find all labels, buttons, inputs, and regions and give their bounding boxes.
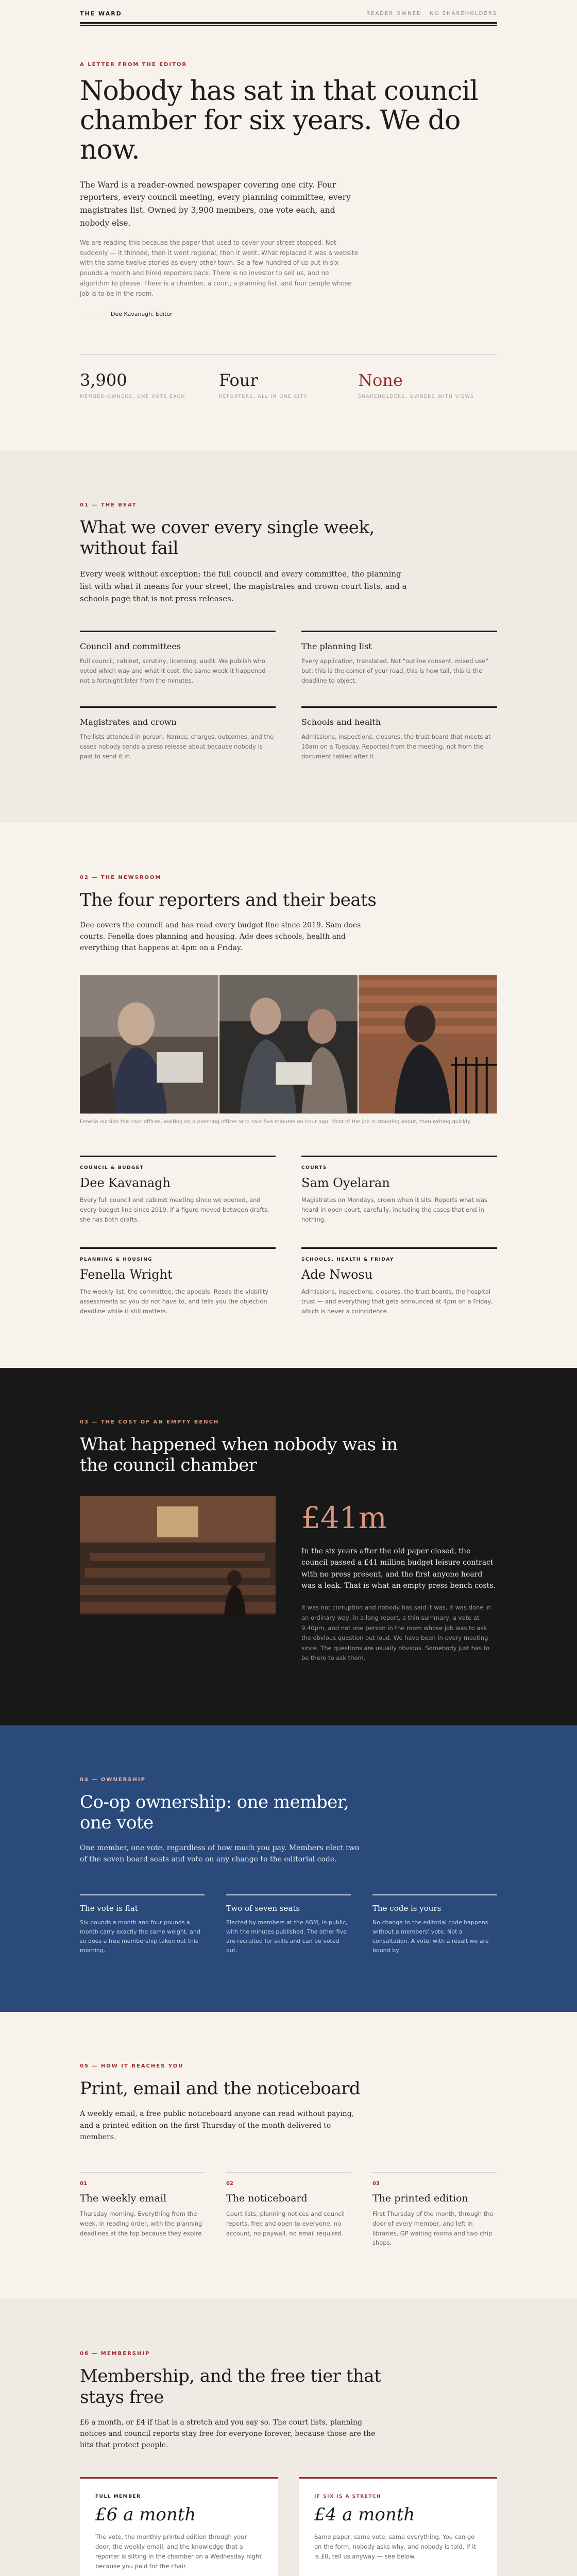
card-number: 02 — [226, 2180, 233, 2187]
card-title: Two of seven seats — [226, 1903, 300, 1913]
plan-price: £6 a month — [95, 2504, 196, 2525]
card-body: No change to the editorial code happens without a members' vote. Not a consultation. A vote, with a result we are bound by. — [372, 1919, 489, 1954]
photo-reporter-2 — [219, 975, 358, 1114]
section-kicker: 02 — THE NEWSROOM — [80, 874, 162, 880]
signature-text: Dee Kavanagh, Editor — [111, 310, 173, 317]
beat-card — [80, 706, 276, 761]
section-beat — [0, 451, 577, 823]
plan-price: £4 a month — [314, 2504, 415, 2525]
reporter-bio: The weekly list, the committee, the appeals. Reads the viability assessments so you do not have to, and tells you the objection deadline while it still matters. — [80, 1287, 269, 1315]
reporter-card — [80, 1156, 276, 1225]
plan-body: Same paper, same vote, same everything. You can go on the form, nobody asks why, and nobody is told. If it is £0, tell us anyway — see below. — [314, 2533, 476, 2560]
section-title: Co-op ownership: one member, one vote — [80, 1791, 349, 1833]
reporter-card — [301, 1156, 497, 1225]
section-kicker: 05 — HOW IT REACHES YOU — [80, 2063, 184, 2070]
stat-label: REPORTERS, ALL IN ONE CITY — [219, 394, 308, 399]
print-card — [226, 2172, 351, 2248]
stat-label: SHAREHOLDERS, OWNERS WITH VIEWS — [358, 394, 474, 399]
card-body: Thursday morning. Everything from the week, in reading order, with the planning deadlines at the top because they expire. — [80, 2210, 203, 2237]
section-lede: One member, one vote, regardless of how much you pay. Members elect two of the seven board seats and vote on any change to the editorial code. — [80, 1843, 360, 1864]
card-body: Elected by members at the AGM, in public, with the minutes published. The other five are recruited for skills and can be voted out. — [226, 1919, 348, 1954]
reporter-name: Ade Nwosu — [301, 1267, 373, 1282]
reporter-card — [80, 1247, 276, 1316]
reporter-name: Fenella Wright — [80, 1267, 173, 1282]
section-title: The four reporters and their beats — [80, 889, 377, 910]
card-body: Every application, translated. Not "outline consent, mixed use" but: this is the corner of your road, this is how tall, this is the deadline to object. — [301, 657, 488, 684]
print-cards — [80, 2172, 497, 2248]
coop-cards — [80, 1894, 497, 1956]
photo-caption: Fenella outside the civic offices, waiting on a planning officer who said five minutes an hour ago. Most of the job is standing about, then writing quickly. — [80, 1118, 471, 1125]
hero — [80, 26, 497, 317]
chamber-content — [80, 1496, 497, 1664]
chamber-lede: In the six years after the old paper closed, the council passed a £41 million budget leisure contract with no press present, and the first anyone heard was a leak. That is what an empty press bench costs. — [301, 1547, 496, 1590]
beat-cards — [80, 631, 497, 761]
card-title: The code is yours — [372, 1903, 442, 1913]
stat-number: 3,900 — [80, 370, 127, 390]
reporter-photos — [80, 975, 497, 1114]
stats-row — [80, 354, 497, 399]
hero-body: We are reading this because the paper that used to cover your street stopped. Not suddenly — it thinned, then it went regional, then it went. What replaced it was a website with the same twelve stories as every other town. So a few hundred of us put in six pounds a month and hired reporters back. There is no investor to sell us, and no algorithm to please. There is a chamber, a court, a planning list, and four people whose job is to be in the room. — [80, 239, 358, 297]
section-title: What happened when nobody was in the council chamber — [80, 1434, 398, 1476]
section-newsroom — [0, 823, 577, 1368]
chamber-body: It was not corruption and nobody has said it was. It was done in an ordinary way, in a long report, a thin summary, a vote at 9.40pm, and not one person in the room whose job was to ask the obvious question out loud. We have been in every meeting since. The questions are usually obvious. Somebody just has to be there to ask them. — [301, 1604, 491, 1662]
page-title: Nobody has sat in that council chamber for six years. We do now. — [80, 76, 478, 166]
section-membership — [0, 2299, 577, 2576]
card-title: The noticeboard — [226, 2192, 308, 2204]
reporter-name: Sam Oyelaran — [301, 1175, 390, 1190]
coop-card — [80, 1894, 205, 1956]
card-title: The printed edition — [372, 2192, 468, 2204]
photo-council-chamber — [80, 1496, 276, 1615]
reporter-list — [80, 1156, 497, 1316]
reporter-role: PLANNING & HOUSING — [80, 1257, 152, 1262]
plan-card-reduced[interactable] — [299, 2477, 497, 2576]
card-body: Court lists, planning notices and council reports, free and open to everyone, no account, no paywall, no email required. — [226, 2210, 345, 2237]
reporter-bio: Magistrates on Mondays, crown when it sits. Reports what was heard in open court, carefully, including the cases that end in nothing. — [301, 1196, 488, 1223]
reporter-card — [301, 1247, 497, 1316]
section-title: Membership, and the free tier that stays free — [80, 2366, 381, 2408]
reporter-name: Dee Kavanagh — [80, 1175, 171, 1190]
print-card — [80, 2172, 205, 2248]
reporter-bio: Admissions, inspections, closures, the trust boards, the hospital trust — and everything that gets announced at 4pm on a Friday, which is never a coincidence. — [301, 1287, 493, 1315]
coop-card — [226, 1894, 351, 1956]
section-coop — [0, 1725, 577, 2012]
card-body: Admissions, inspections, closures, the trust board that meets at 10am on a Tuesday. Reported from the meeting, not from the document tabled after it. — [301, 733, 491, 760]
card-body: Six pounds a month and four pounds a month carry exactly the same weight, and so does a free membership taken out this morning. — [80, 1919, 200, 1954]
plan-body: The vote, the monthly printed edition through your door, the weekly email, and the knowledge that a reporter is sitting in the chamber on a Wednesday night because you paid for the chair. — [95, 2533, 262, 2570]
section-kicker: 03 — THE COST OF AN EMPTY BENCH — [80, 1419, 219, 1425]
hero-kicker: A LETTER FROM THE EDITOR — [80, 62, 188, 67]
section-print — [0, 2012, 577, 2299]
card-title: The weekly email — [80, 2192, 167, 2204]
plan-tag: IF SIX IS A STRETCH — [314, 2494, 382, 2499]
masthead — [80, 0, 497, 26]
stat-shareholders — [358, 355, 497, 399]
card-body: Full council, cabinet, scrutiny, licensing, audit. We publish who voted which way and what it cost, the same week it happened — not a fortnight later from the minutes. — [80, 657, 274, 684]
stat-members — [80, 355, 219, 399]
card-body: First Thursday of the month, through the door of every member, and left in libraries, GP waiting rooms and two chip shops. — [372, 2210, 494, 2247]
reporter-role: COURTS — [301, 1165, 327, 1171]
section-kicker: 04 — OWNERSHIP — [80, 1776, 146, 1783]
signature — [80, 311, 497, 317]
section-lede: Dee covers the council and has read every budget line since 2019. Sam does courts. Fenella does planning and housing. Ade does schools, health and everything that happens at 4pm on a Friday. — [80, 921, 361, 953]
section-kicker: 06 — MEMBERSHIP — [80, 2351, 150, 2357]
section-chamber — [0, 1368, 577, 1725]
plan-list — [80, 2477, 497, 2576]
brand-logo[interactable]: THE WARD — [80, 10, 122, 17]
plan-card-full[interactable] — [80, 2477, 278, 2576]
beat-card — [301, 706, 497, 761]
photo-reporter-1 — [80, 975, 218, 1114]
stat-label: MEMBER-OWNERS, ONE VOTE EACH — [80, 394, 185, 399]
beat-card — [301, 631, 497, 686]
big-figure: £41m — [301, 1500, 387, 1535]
stat-number: Four — [219, 370, 258, 390]
stat-reporters — [219, 355, 358, 399]
beat-card — [80, 631, 276, 686]
reporter-bio: Every full council and cabinet meeting since we opened, and every budget line since 2019. If a figure moved between drafts, she has both drafts. — [80, 1196, 269, 1223]
section-title: What we cover every single week, without fail — [80, 517, 375, 558]
card-number: 01 — [80, 2180, 87, 2187]
section-title: Print, email and the noticeboard — [80, 2078, 361, 2099]
card-title: Magistrates and crown — [80, 717, 177, 727]
section-kicker: 01 — THE BEAT — [80, 502, 137, 508]
card-title: Schools and health — [301, 717, 381, 727]
print-card — [372, 2172, 497, 2248]
plan-tag: FULL MEMBER — [95, 2494, 141, 2499]
issue-tag: READER OWNED · NO SHAREHOLDERS — [366, 11, 497, 16]
card-title: Council and committees — [80, 641, 181, 651]
section-lede: £6 a month, or £4 if that is a stretch and you say so. The court lists, planning notices and council reports stay free for everyone forever, because those are the bits that protect people. — [80, 2418, 376, 2450]
coop-card — [372, 1894, 497, 1956]
card-title: The vote is flat — [80, 1903, 138, 1913]
reporter-role: COUNCIL & BUDGET — [80, 1165, 144, 1171]
card-number: 03 — [372, 2180, 380, 2187]
card-body: The lists attended in person. Names, charges, outcomes, and the cases nobody sends a press release about because nobody is paid to send it in. — [80, 733, 274, 760]
hero-lede: The Ward is a reader-owned newspaper covering one city. Four reporters, every council meeting, every planning committee, every magistrates list. Owned by 3,900 members, one vote each, and nobody else. — [80, 180, 351, 228]
chamber-text — [301, 1496, 497, 1664]
photo-reporter-3 — [359, 975, 497, 1114]
reporter-role: SCHOOLS, HEALTH & FRIDAY — [301, 1257, 394, 1262]
section-lede: Every week without exception: the full council and every committee, the planning list with what it means for your street, the magistrates and crown court lists, and a schools page that is not press releases. — [80, 569, 407, 603]
stat-number: None — [358, 370, 403, 390]
card-title: The planning list — [301, 641, 372, 651]
section-lede: A weekly email, a free public noticeboard anyone can read without paying, and a printed edition on the first Thursday of the month delivered to members. — [80, 2110, 354, 2142]
